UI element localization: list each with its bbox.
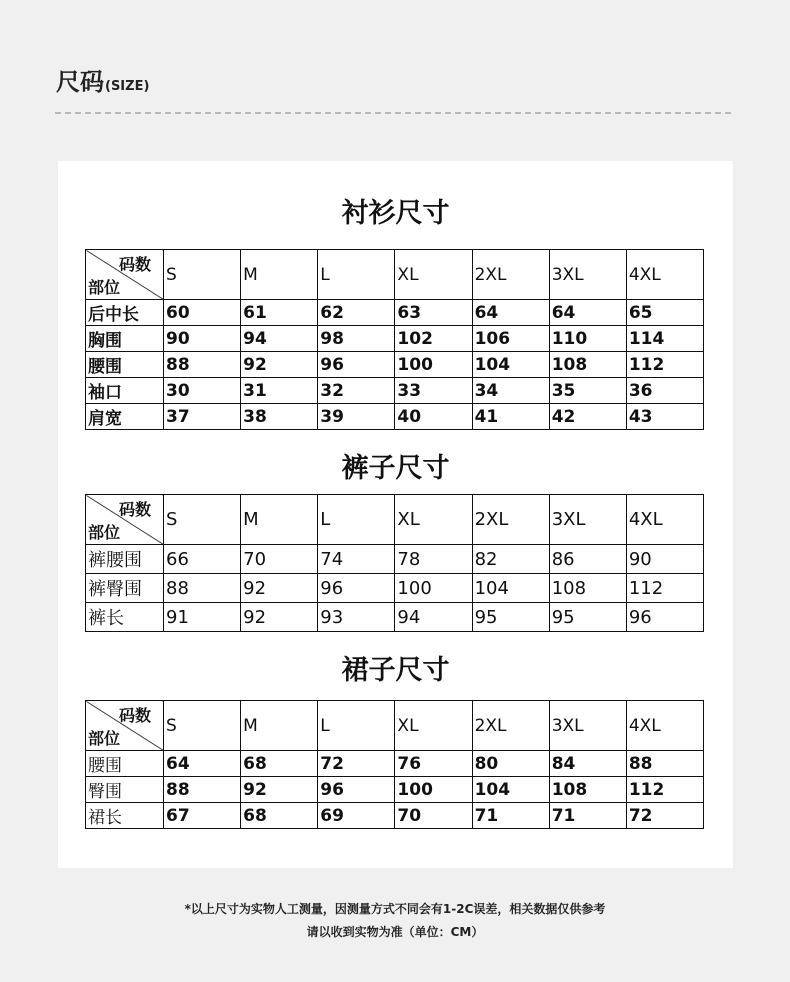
size-value-cell: 78: [395, 545, 472, 574]
size-header: L: [318, 250, 395, 300]
size-header: S: [164, 250, 241, 300]
size-value-cell: 104: [472, 352, 549, 378]
shirt-size-table: [85, 249, 704, 430]
size-value-cell: 72: [626, 803, 703, 829]
row-label: 裤腰围: [86, 545, 164, 574]
size-value-cell: 70: [241, 545, 318, 574]
pants-size-table: [85, 494, 704, 632]
size-value-cell: 64: [472, 300, 549, 326]
corner-size-label: 码数: [118, 500, 151, 519]
row-label: 胸围: [86, 326, 164, 352]
size-value-cell: 68: [241, 751, 318, 777]
size-value-cell: 98: [318, 326, 395, 352]
table-row: [86, 803, 704, 829]
size-value-cell: 95: [549, 603, 626, 632]
table-row: [86, 574, 704, 603]
row-label: 裙长: [86, 803, 164, 829]
size-value-cell: 42: [549, 404, 626, 430]
size-value-cell: 35: [549, 378, 626, 404]
size-value-cell: 88: [626, 751, 703, 777]
size-value-cell: 90: [164, 326, 241, 352]
size-value-cell: 69: [318, 803, 395, 829]
corner-part-label: 部位: [88, 278, 121, 297]
corner-cell: [86, 701, 164, 751]
size-value-cell: 84: [549, 751, 626, 777]
page-title-subtitle: (SIZE): [105, 79, 150, 94]
size-header: L: [318, 701, 395, 751]
corner-size-label: 码数: [118, 255, 151, 274]
row-label: 臀围: [86, 777, 164, 803]
size-header: 4XL: [626, 250, 703, 300]
size-value-cell: 36: [626, 378, 703, 404]
table-row: [86, 378, 704, 404]
table-row: [86, 777, 704, 803]
corner-part-label: 部位: [88, 729, 121, 748]
table-row: [86, 326, 704, 352]
size-value-cell: 65: [626, 300, 703, 326]
row-label: 腰围: [86, 751, 164, 777]
size-header: M: [241, 250, 318, 300]
size-value-cell: 96: [318, 777, 395, 803]
size-value-cell: 88: [164, 574, 241, 603]
size-value-cell: 33: [395, 378, 472, 404]
corner-part-label: 部位: [88, 523, 121, 542]
size-value-cell: 38: [241, 404, 318, 430]
size-header: 3XL: [549, 250, 626, 300]
size-header: S: [164, 701, 241, 751]
unit-note: 请以收到实物为准（单位：CM）: [306, 925, 484, 939]
size-value-cell: 43: [626, 404, 703, 430]
size-value-cell: 67: [164, 803, 241, 829]
size-value-cell: 30: [164, 378, 241, 404]
table-header-row: [86, 701, 704, 751]
size-value-cell: 102: [395, 326, 472, 352]
size-value-cell: 39: [318, 404, 395, 430]
size-value-cell: 64: [549, 300, 626, 326]
table-row: [86, 751, 704, 777]
size-value-cell: 80: [472, 751, 549, 777]
size-value-cell: 114: [626, 326, 703, 352]
size-value-cell: 112: [626, 777, 703, 803]
table-header-row: [86, 495, 704, 545]
size-value-cell: 92: [241, 352, 318, 378]
size-value-cell: 96: [626, 603, 703, 632]
disclaimer-note: *以上尺寸为实物人工测量，因测量方式不同会有1-2C误差，相关数据仅供参考: [184, 902, 606, 916]
size-value-cell: 76: [395, 751, 472, 777]
skirt-size-table: [85, 700, 704, 829]
size-value-cell: 112: [626, 352, 703, 378]
size-header: 4XL: [626, 495, 703, 545]
table-row: [86, 404, 704, 430]
shirt-section-title: 衬衫尺寸: [341, 198, 450, 229]
size-value-cell: 74: [318, 545, 395, 574]
size-value-cell: 104: [472, 777, 549, 803]
size-value-cell: 96: [318, 574, 395, 603]
size-header: XL: [395, 495, 472, 545]
size-value-cell: 93: [318, 603, 395, 632]
size-value-cell: 34: [472, 378, 549, 404]
size-value-cell: 110: [549, 326, 626, 352]
size-value-cell: 112: [626, 574, 703, 603]
pants-section-title: 裤子尺寸: [341, 453, 450, 484]
size-header: 2XL: [472, 250, 549, 300]
size-value-cell: 32: [318, 378, 395, 404]
size-chart-card: [58, 161, 733, 868]
size-value-cell: 90: [626, 545, 703, 574]
size-header: M: [241, 701, 318, 751]
size-value-cell: 70: [395, 803, 472, 829]
size-header: 3XL: [549, 495, 626, 545]
size-value-cell: 37: [164, 404, 241, 430]
size-header: XL: [395, 250, 472, 300]
corner-size-label: 码数: [118, 706, 151, 725]
corner-cell: [86, 495, 164, 545]
size-value-cell: 41: [472, 404, 549, 430]
size-value-cell: 95: [472, 603, 549, 632]
size-value-cell: 64: [164, 751, 241, 777]
size-value-cell: 104: [472, 574, 549, 603]
header-divider: [55, 112, 731, 114]
size-value-cell: 31: [241, 378, 318, 404]
size-value-cell: 108: [549, 777, 626, 803]
skirt-section-title: 裙子尺寸: [341, 655, 450, 686]
size-value-cell: 71: [472, 803, 549, 829]
table-row: [86, 352, 704, 378]
size-header: L: [318, 495, 395, 545]
size-value-cell: 94: [241, 326, 318, 352]
table-header-row: [86, 250, 704, 300]
table-row: [86, 300, 704, 326]
size-header: XL: [395, 701, 472, 751]
size-value-cell: 91: [164, 603, 241, 632]
size-value-cell: 40: [395, 404, 472, 430]
size-header: 2XL: [472, 495, 549, 545]
table-row: [86, 545, 704, 574]
row-label: 腰围: [86, 352, 164, 378]
page-title-main: 尺码: [56, 68, 104, 96]
size-value-cell: 86: [549, 545, 626, 574]
row-label: 袖口: [86, 378, 164, 404]
size-value-cell: 82: [472, 545, 549, 574]
size-value-cell: 88: [164, 352, 241, 378]
size-value-cell: 60: [164, 300, 241, 326]
size-header: 4XL: [626, 701, 703, 751]
size-value-cell: 108: [549, 352, 626, 378]
row-label: 裤臀围: [86, 574, 164, 603]
size-header: M: [241, 495, 318, 545]
size-value-cell: 100: [395, 574, 472, 603]
size-value-cell: 62: [318, 300, 395, 326]
size-value-cell: 100: [395, 352, 472, 378]
size-value-cell: 92: [241, 603, 318, 632]
size-header: 3XL: [549, 701, 626, 751]
size-value-cell: 71: [549, 803, 626, 829]
row-label: 肩宽: [86, 404, 164, 430]
size-value-cell: 100: [395, 777, 472, 803]
size-value-cell: 94: [395, 603, 472, 632]
size-header: S: [164, 495, 241, 545]
row-label: 后中长: [86, 300, 164, 326]
page-title: [56, 62, 149, 97]
size-value-cell: 96: [318, 352, 395, 378]
size-value-cell: 88: [164, 777, 241, 803]
size-value-cell: 108: [549, 574, 626, 603]
corner-cell: [86, 250, 164, 300]
size-value-cell: 106: [472, 326, 549, 352]
size-value-cell: 92: [241, 574, 318, 603]
size-header: 2XL: [472, 701, 549, 751]
size-value-cell: 72: [318, 751, 395, 777]
size-value-cell: 92: [241, 777, 318, 803]
row-label: 裤长: [86, 603, 164, 632]
size-value-cell: 63: [395, 300, 472, 326]
size-value-cell: 68: [241, 803, 318, 829]
table-row: [86, 603, 704, 632]
size-value-cell: 66: [164, 545, 241, 574]
size-value-cell: 61: [241, 300, 318, 326]
